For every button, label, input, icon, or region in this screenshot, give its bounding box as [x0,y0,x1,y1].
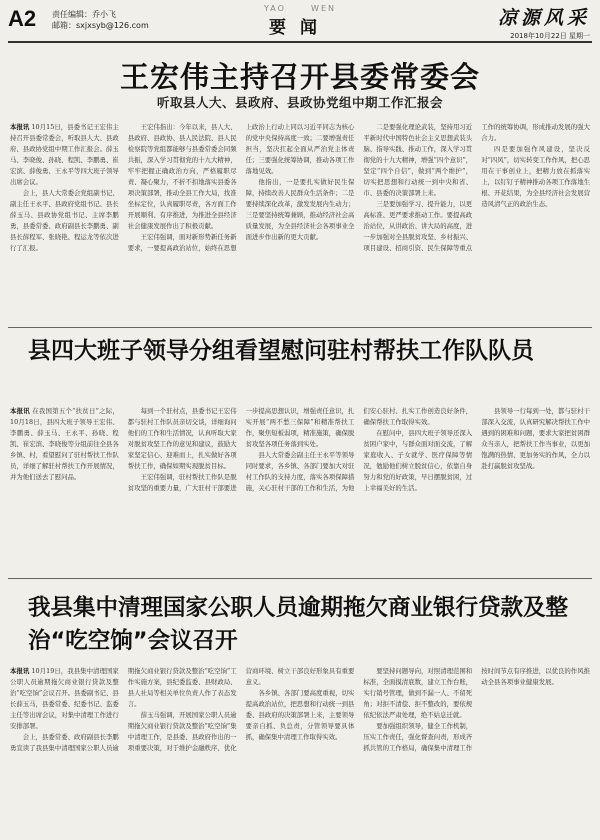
story1-paragraph: 王宏伟强调，面对新形势新任务新要求，一要提高政治站位，始终在思想上政治上行动上同以习近平同志为核心的党中央保持高度一致；二要增强责任担当，坚决扛起全面从严治党主体责任；三要强化统筹协调，推动各项工作落地见效。 [127,123,355,252]
editor-line: 责任编辑：乔小飞 [52,10,116,19]
story2-paragraph: 县领导一行每到一处，都与驻村干部深入交流，认真研究解决帮扶工作中遇到的困难和问题，要求大家把贫困群众当亲人，把帮扶工作当事业，以更加饱满的热情、更加务实的作风，全力以赴打赢脱贫攻坚战。 [481,407,590,470]
story2-paragraph: 县人大常委会副主任王永平等领导同时要求，各乡镇、各部门要加大对驻村工作队的支持力度，落实各项保障措施，关心驻村干部的工作和生活，为他们安心驻村、扎实工作创造良好条件，确保帮扶工作取得实效。 [245,407,473,492]
page-number: A2 [8,6,37,31]
section-latin-1: YAO [264,4,286,13]
story3-paragraph: 要坚持问题导向，对照清理范围和标准，全面摸清底数，建立工作台账，实行销号管理，做到不漏一人、不留死角；对拒不清偿、拒不整改的，要依规依纪依法严肃处理，绝不姑息迁就。 [363,667,473,719]
story1-paragraph: 本报讯 10月15日，县委书记王宏伟主持召开县委常委会，听取县人大、县政府、县政协党组中期工作汇报会。薛玉马、李晓俊、孙晓、程凯、李鹏勇、崔宏滨、薛俊勇、王永平等四大班子领导出席会议。 [10,123,119,186]
story1-paragraph: 会上，县人大常委会党组副书记、副主任王永平、县政府党组书记、县长薛玉马、县政协党组书记、主席李鹏勇，县委常委、政府副县长李鹏勇、副县长薛程军、张晓艳、程运龙等依次进行了汇报。 [10,189,119,252]
story3-lead: 本报讯 [10,667,30,675]
email-line: 邮箱：sxjxsyb@126.com [52,21,149,30]
section-latin-2: WEN [311,4,336,13]
story1-headline[interactable]: 王宏伟主持召开县委常委会 [119,60,480,94]
masthead [498,3,590,41]
story2-paragraph: 在慰问中，县四大班子领导还深入贫困户家中，与群众面对面交流，了解家庭收入、子女就学、医疗保障等情况，勉励他们树立脱贫信心，依靠自身努力和党的好政策，早日摆脱贫困，过上幸福美好的生活。 [363,429,473,492]
story-divider [8,327,592,328]
story3-paragraph: 薛玉马强调，开展国家公职人员逾期拖欠商业银行贷款及整治“吃空饷”集中清理工作，是县委、县政府作出的一项重要决策，对于维护金融秩序、优化营商环境、树立干部良好形象具有重要意义。 [127,667,355,752]
story1-paragraph: 二是要强化理论武装，坚持用习近平新时代中国特色社会主义思想武装头脑、指导实践、推动工作，深入学习贯彻党的十九大精神，增强“四个意识”，坚定“四个自信”，做到“两个维护”，切实把思想和行动统一到中央和省、市、县委的决策部署上来。 [363,123,473,197]
story1-paragraph: 他指出，一是要扎实做好民生保障，持续改善人民群众生活条件；二是要持续深化改革，激发发展内生动力；三是要坚持统筹兼顾，推动经济社会高质量发展，为全县经济社会各项事业全面进步作出新的更大贡献。 [245,178,355,241]
story1-body [10,122,590,322]
header-rule [8,41,592,43]
story2-paragraph: 王宏伟强调，驻村帮扶工作队是脱贫攻坚的重要力量，广大驻村干部要进一步提高思想认识，增强责任意识，扎实开展“两不愁三保障”和精准帮扶工作，聚焦短板弱项，精准施策，确保脱贫攻坚各项任务落到实处。 [127,407,355,492]
story1-lead: 本报讯 [10,123,30,131]
issue-date: 2018年10月22日 星期一 [510,32,590,40]
story2-body [10,406,590,568]
story1-paragraph: 王宏伟指出：今年以来，县人大、县政府、县政协、县人民法院、县人民检察院等党组都能够与县委常委会同频共振，深入学习贯彻党的十九大精神，牢牢把握正确政治方向，严格履职尽责、凝心聚力，不折不扣地落实县委各项决策部署，推动全县工作大局，找准坐标定位，认真履职尽责，各方面工作开展顺利、有序推进，为推进全县经济社会健康发展作出了积极贡献。 [127,123,237,230]
story3-paragraph: 各乡镇、各部门要高度重视，切实提高政治站位，把思想和行动统一到县委、县政府的决策部署上来，主要领导要亲自抓、负总责，分管领导要具体抓，确保集中清理工作取得实效。 [245,689,355,741]
story3-body [10,666,590,836]
paper-name: 凉源风采 [497,7,590,29]
story3-paragraph: 会上，县委常委、政府副县长李鹏勇宣读了我县集中清理国家公职人员逾期拖欠商业银行贷款及整治“吃空饷”工作实施方案，县纪委监委、县财政局、县人社局等相关单位负责人作了表态发言。 [10,667,237,752]
story1-paragraph: 四是要加强作风建设，坚决反对“四风”，切实转变工作作风，把心思用在干事创业上，把精力放在抓落实上，以钉钉子精神推动各项工作落地生根、开花结果，为全县经济社会发展营造风清气正的政治生态。 [481,145,590,208]
story1-subheadline: 听取县人大、县政府、县政协党组中期工作汇报会 [156,95,443,110]
story2-paragraph: 每到一个驻村点，县委书记王宏伟都与驻村工作队员亲切交谈，详细询问他们的工作和生活情况，认真听取大家对脱贫攻坚工作的意见和建议，鼓励大家坚定信心、迎难而上，扎实做好各项帮扶工作，确保如期实现脱贫目标。 [127,407,237,470]
story3-paragraph: 本报讯 10月19日，我县集中清理国家公职人员逾期拖欠商业银行贷款及整治“吃空饷”会议召开。县委副书记、县长薛玉马，县委常委、纪委书记、监委主任等出席会议，对集中清理工作进行安排部署。 [10,667,119,730]
story3-headline[interactable]: 我县集中清理国家公职人员逾期拖欠商业银行贷款及整治“吃空饷”会议召开 [28,595,569,654]
story-divider [8,578,592,579]
story2-headline[interactable]: 县四大班子领导分组看望慰问驻村帮扶工作队队员 [28,338,534,364]
story3-paragraph: 要加强组织领导，健全工作机制，压实工作责任，强化督查问责，形成齐抓共管的工作格局，确保集中清理工作按时间节点有序推进，以优良的作风推动全县各项事业健康发展。 [363,667,590,752]
section-label [250,4,350,38]
story2-paragraph: 本报讯 在我国第五个“扶贫日”之际，10月18日，县四大班子领导王宏伟、李鹏勇、薛玉马、王永平、孙晓、程凯、崔宏滨、李晓俊等分组前往全县各乡镇、村，看望慰问了驻村帮扶工作队员，详细了解驻村帮扶工作开展情况，并为他们送去了慰问品。 [10,407,119,481]
story2-lead: 本报讯 [10,407,30,415]
section-title: 要闻 [269,18,331,38]
story1-paragraph: 三是要加强学习、提升能力，以更高标准、更严要求推动工作。要提高政治站位，从讲政治、讲大局的高度，进一步加强对全县脱贫攻坚、乡村振兴、项目建设、招商引资、民生保障等重点工作的统筹协调，形成推动发展的强大合力。 [363,123,590,252]
section-latin [250,4,350,13]
page-header [0,0,600,42]
editor-info [52,9,149,31]
